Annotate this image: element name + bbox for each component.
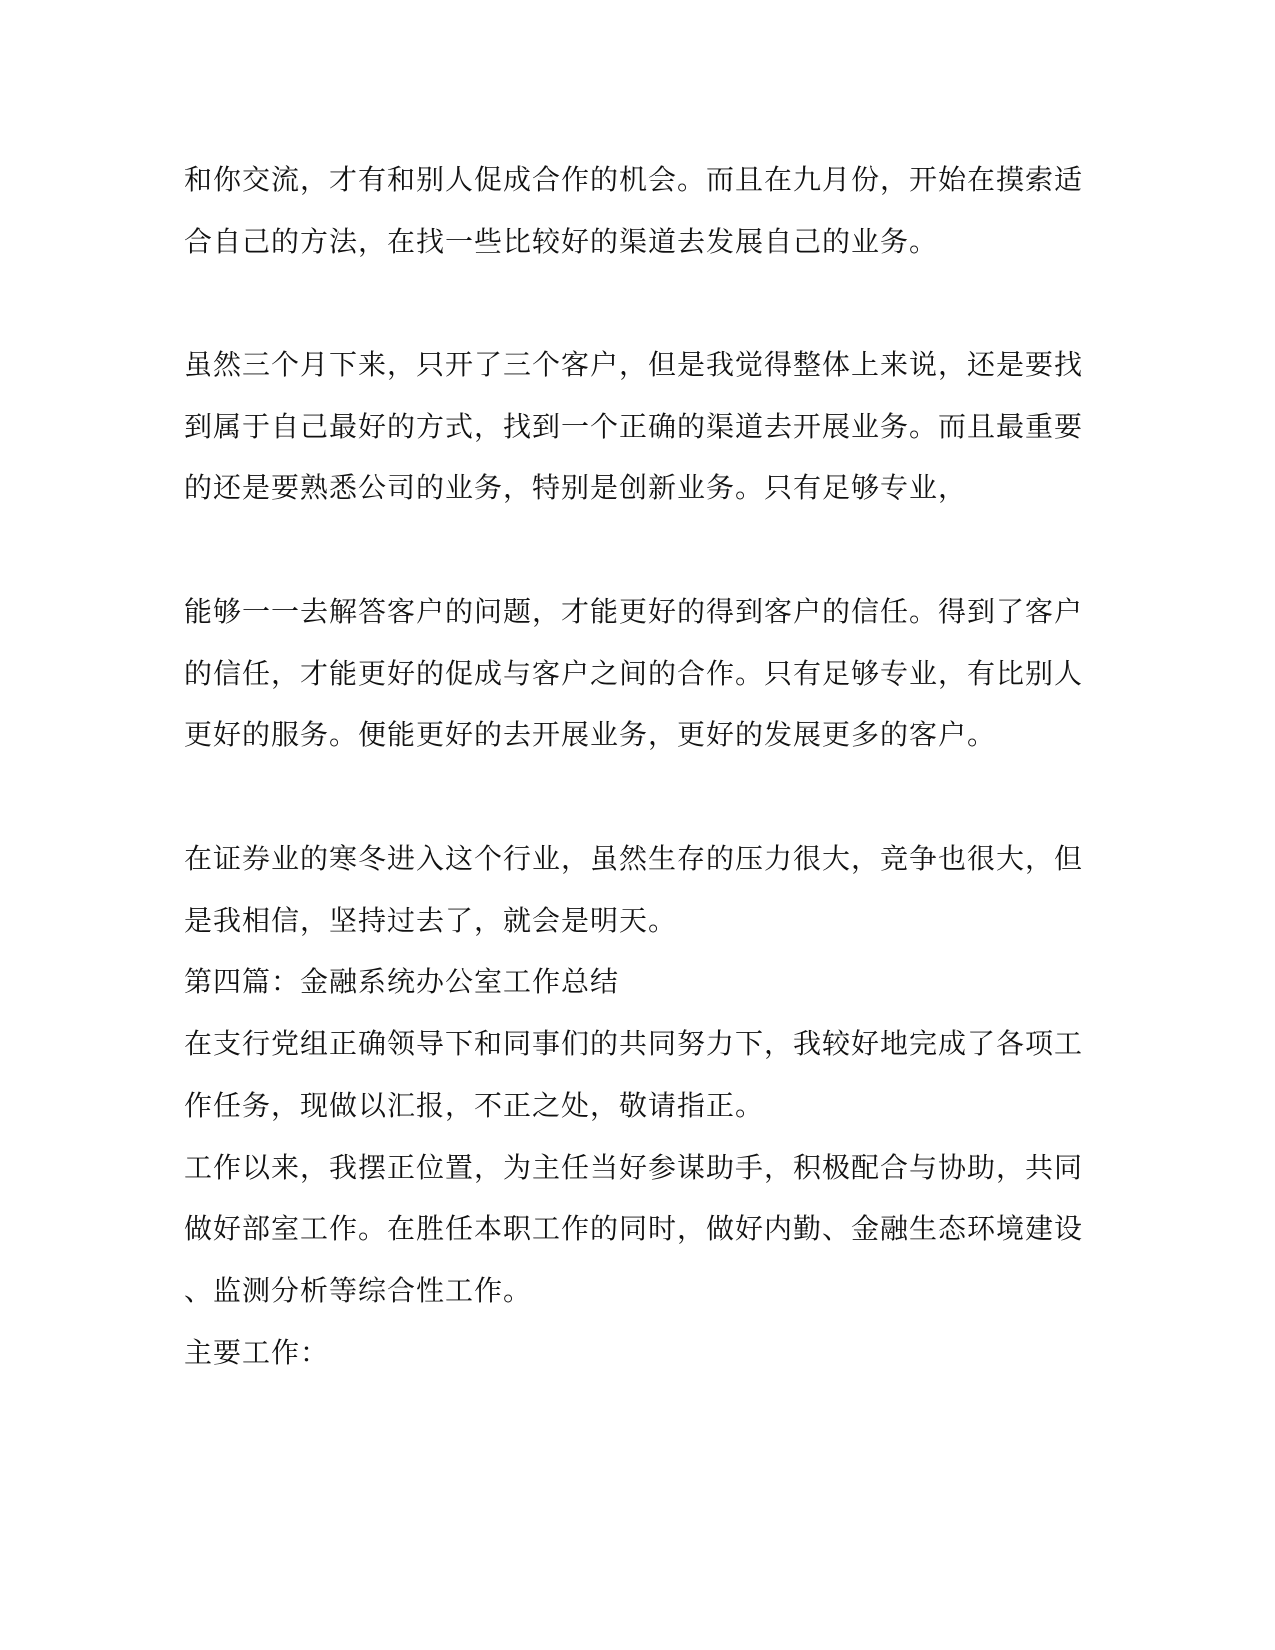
paragraph-line: 作任务，现做以汇报，不正之处，敬请指正。	[184, 1089, 765, 1122]
paragraph-line: 在支行党组正确领导下和同事们的共同努力下，我较好地完成了各项工	[184, 1027, 1084, 1060]
paragraph-line: 的还是要熟悉公司的业务，特别是创新业务。只有足够专业，	[184, 471, 968, 504]
paragraph-line: 能够一一去解答客户的问题，才能更好的得到客户的信任。得到了客户	[184, 595, 1084, 628]
section-heading: 第四篇：金融系统办公室工作总结	[184, 965, 620, 998]
paragraph-line: 做好部室工作。在胜任本职工作的同时，做好内勤、金融生态环境建设	[184, 1212, 1084, 1245]
paragraph-line: 虽然三个月下来，只开了三个客户，但是我觉得整体上来说，还是要找	[184, 348, 1084, 381]
paragraph-line: 更好的服务。便能更好的去开展业务，更好的发展更多的客户。	[184, 718, 997, 751]
paragraph-line: 主要工作：	[184, 1336, 330, 1369]
paragraph-line: 是我相信，坚持过去了，就会是明天。	[184, 904, 678, 937]
paragraph-line: 工作以来，我摆正位置，为主任当好参谋助手，积极配合与协助，共同	[184, 1151, 1084, 1184]
paragraph-line: 、监测分析等综合性工作。	[184, 1274, 533, 1307]
paragraph-line: 合自己的方法，在找一些比较好的渠道去发展自己的业务。	[184, 225, 939, 258]
paragraph-line: 和你交流，才有和别人促成合作的机会。而且在九月份，开始在摸索适	[184, 163, 1084, 196]
paragraph-line: 到属于自己最好的方式，找到一个正确的渠道去开展业务。而且最重要	[184, 410, 1084, 443]
paragraph-line: 的信任，才能更好的促成与客户之间的合作。只有足够专业，有比别人	[184, 657, 1084, 690]
paragraph-line: 在证券业的寒冬进入这个行业，虽然生存的压力很大，竞争也很大，但	[184, 842, 1084, 875]
